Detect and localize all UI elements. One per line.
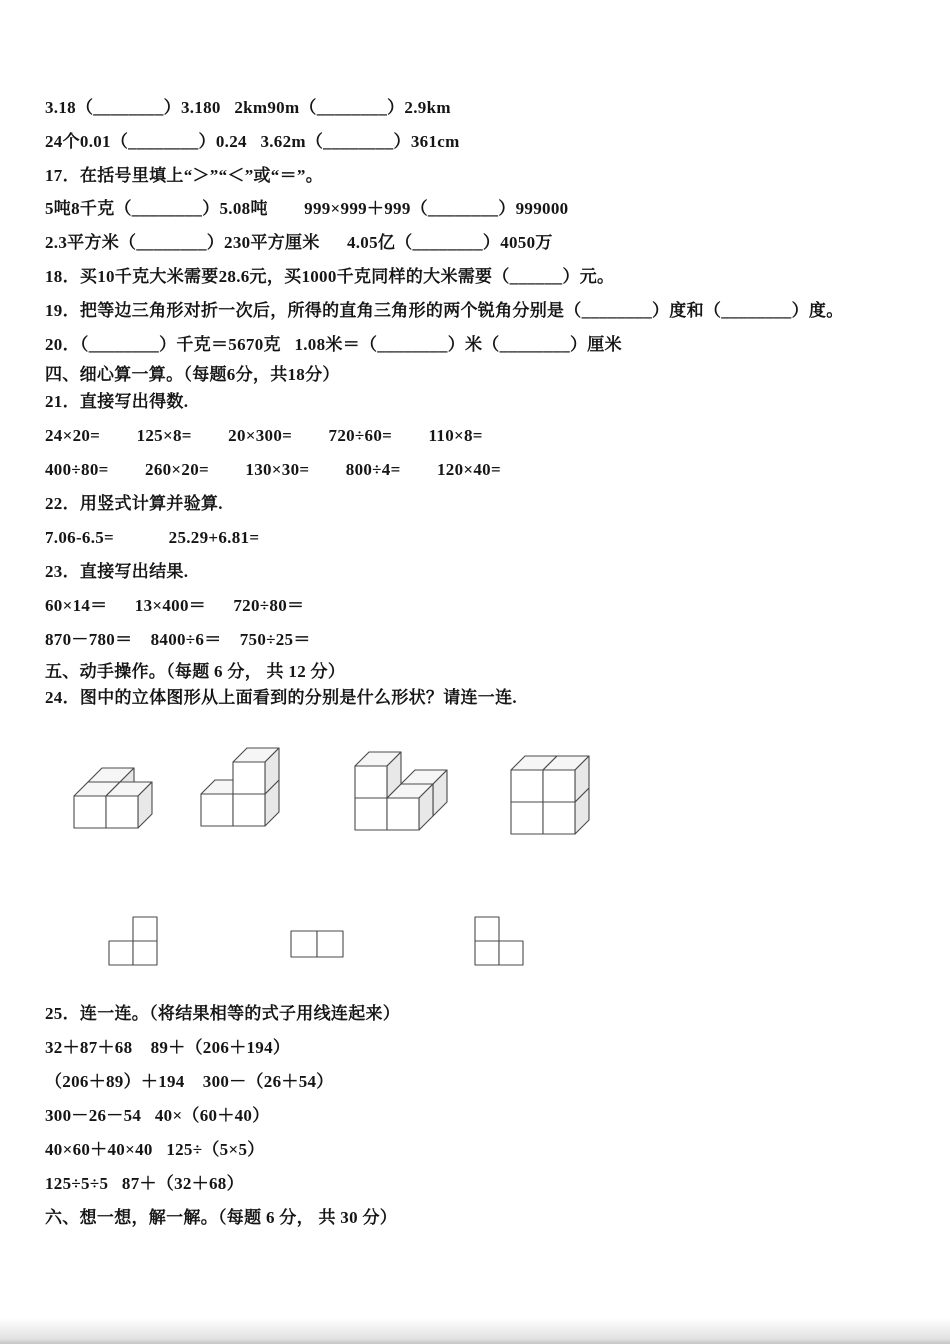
question-22-title: 22．用竖式计算并验算. bbox=[45, 494, 223, 513]
q25-pair-4: 40×60＋40×40 125÷（5×5） bbox=[45, 1140, 265, 1159]
question-18: 18．买10千克大米需要28.6元，买1000千克同样的大米需要（______）元。 bbox=[45, 267, 615, 286]
section-4-header: 四、细心算一算。（每题6分，共18分） bbox=[45, 365, 340, 384]
question-21-title: 21．直接写出得数. bbox=[45, 392, 189, 411]
q25-pair-3: 300－26－54 40×（60＋40） bbox=[45, 1106, 270, 1125]
q23-row-1: 60×14＝ 13×400＝ 720÷80＝ bbox=[45, 596, 305, 615]
q22-problems: 7.06-6.5= 25.29+6.81= bbox=[45, 528, 260, 547]
question-24-title: 24．图中的立体图形从上面看到的分别是什么形状？请连一连. bbox=[45, 688, 517, 707]
q25-pair-5: 125÷5÷5 87＋（32＋68） bbox=[45, 1174, 244, 1193]
top-view-shape-3 bbox=[473, 916, 525, 967]
cube-figure-1 bbox=[66, 751, 156, 833]
section-5-header: 五、动手操作。（每题 6 分， 共 12 分） bbox=[45, 662, 346, 681]
scan-shadow bbox=[0, 1318, 950, 1344]
q21-row-1: 24×20= 125×8= 20×300= 720÷60= 110×8= bbox=[45, 426, 483, 445]
fill-compare-row-2: 24个0.01（________）0.24 3.62m（________）361cm bbox=[45, 132, 460, 151]
question-23-title: 23．直接写出结果. bbox=[45, 562, 189, 581]
q25-pair-2: （206＋89）＋194 300－（26＋54） bbox=[45, 1072, 334, 1091]
top-view-shape-2 bbox=[289, 929, 345, 959]
q23-row-2: 870－780＝ 8400÷6＝ 750÷25＝ bbox=[45, 630, 311, 649]
top-view-shape-1 bbox=[107, 916, 159, 967]
question-17-title: 17．在括号里填上“＞”“＜”或“＝”。 bbox=[45, 166, 323, 185]
q21-row-2: 400÷80= 260×20= 130×30= 800÷4= 120×40= bbox=[45, 460, 501, 479]
question-19: 19．把等边三角形对折一次后，所得的直角三角形的两个锐角分别是（________）度和（________）度。 bbox=[45, 301, 844, 320]
question-25-title: 25．连一连。（将结果相等的式子用线连起来） bbox=[45, 1004, 401, 1023]
q17-row-2: 2.3平方米（________）230平方厘米 4.05亿（________）4050万 bbox=[45, 233, 553, 252]
cube-figure-2 bbox=[193, 747, 283, 831]
fill-compare-row-1: 3.18（________）3.180 2km90m（________）2.9km bbox=[45, 98, 451, 117]
cube-figure-3 bbox=[347, 737, 452, 835]
q25-pair-1: 32＋87＋68 89＋（206＋194） bbox=[45, 1038, 291, 1057]
cube-figure-4 bbox=[503, 749, 593, 837]
question-20: 20．（________）千克＝5670克 1.08米＝（________）米（________）厘米 bbox=[45, 335, 622, 354]
section-6-header: 六、想一想，解一解。（每题 6 分， 共 30 分） bbox=[45, 1208, 398, 1227]
q17-row-1: 5吨8千克（________）5.08吨 999×999＋999（________）999000 bbox=[45, 199, 569, 218]
